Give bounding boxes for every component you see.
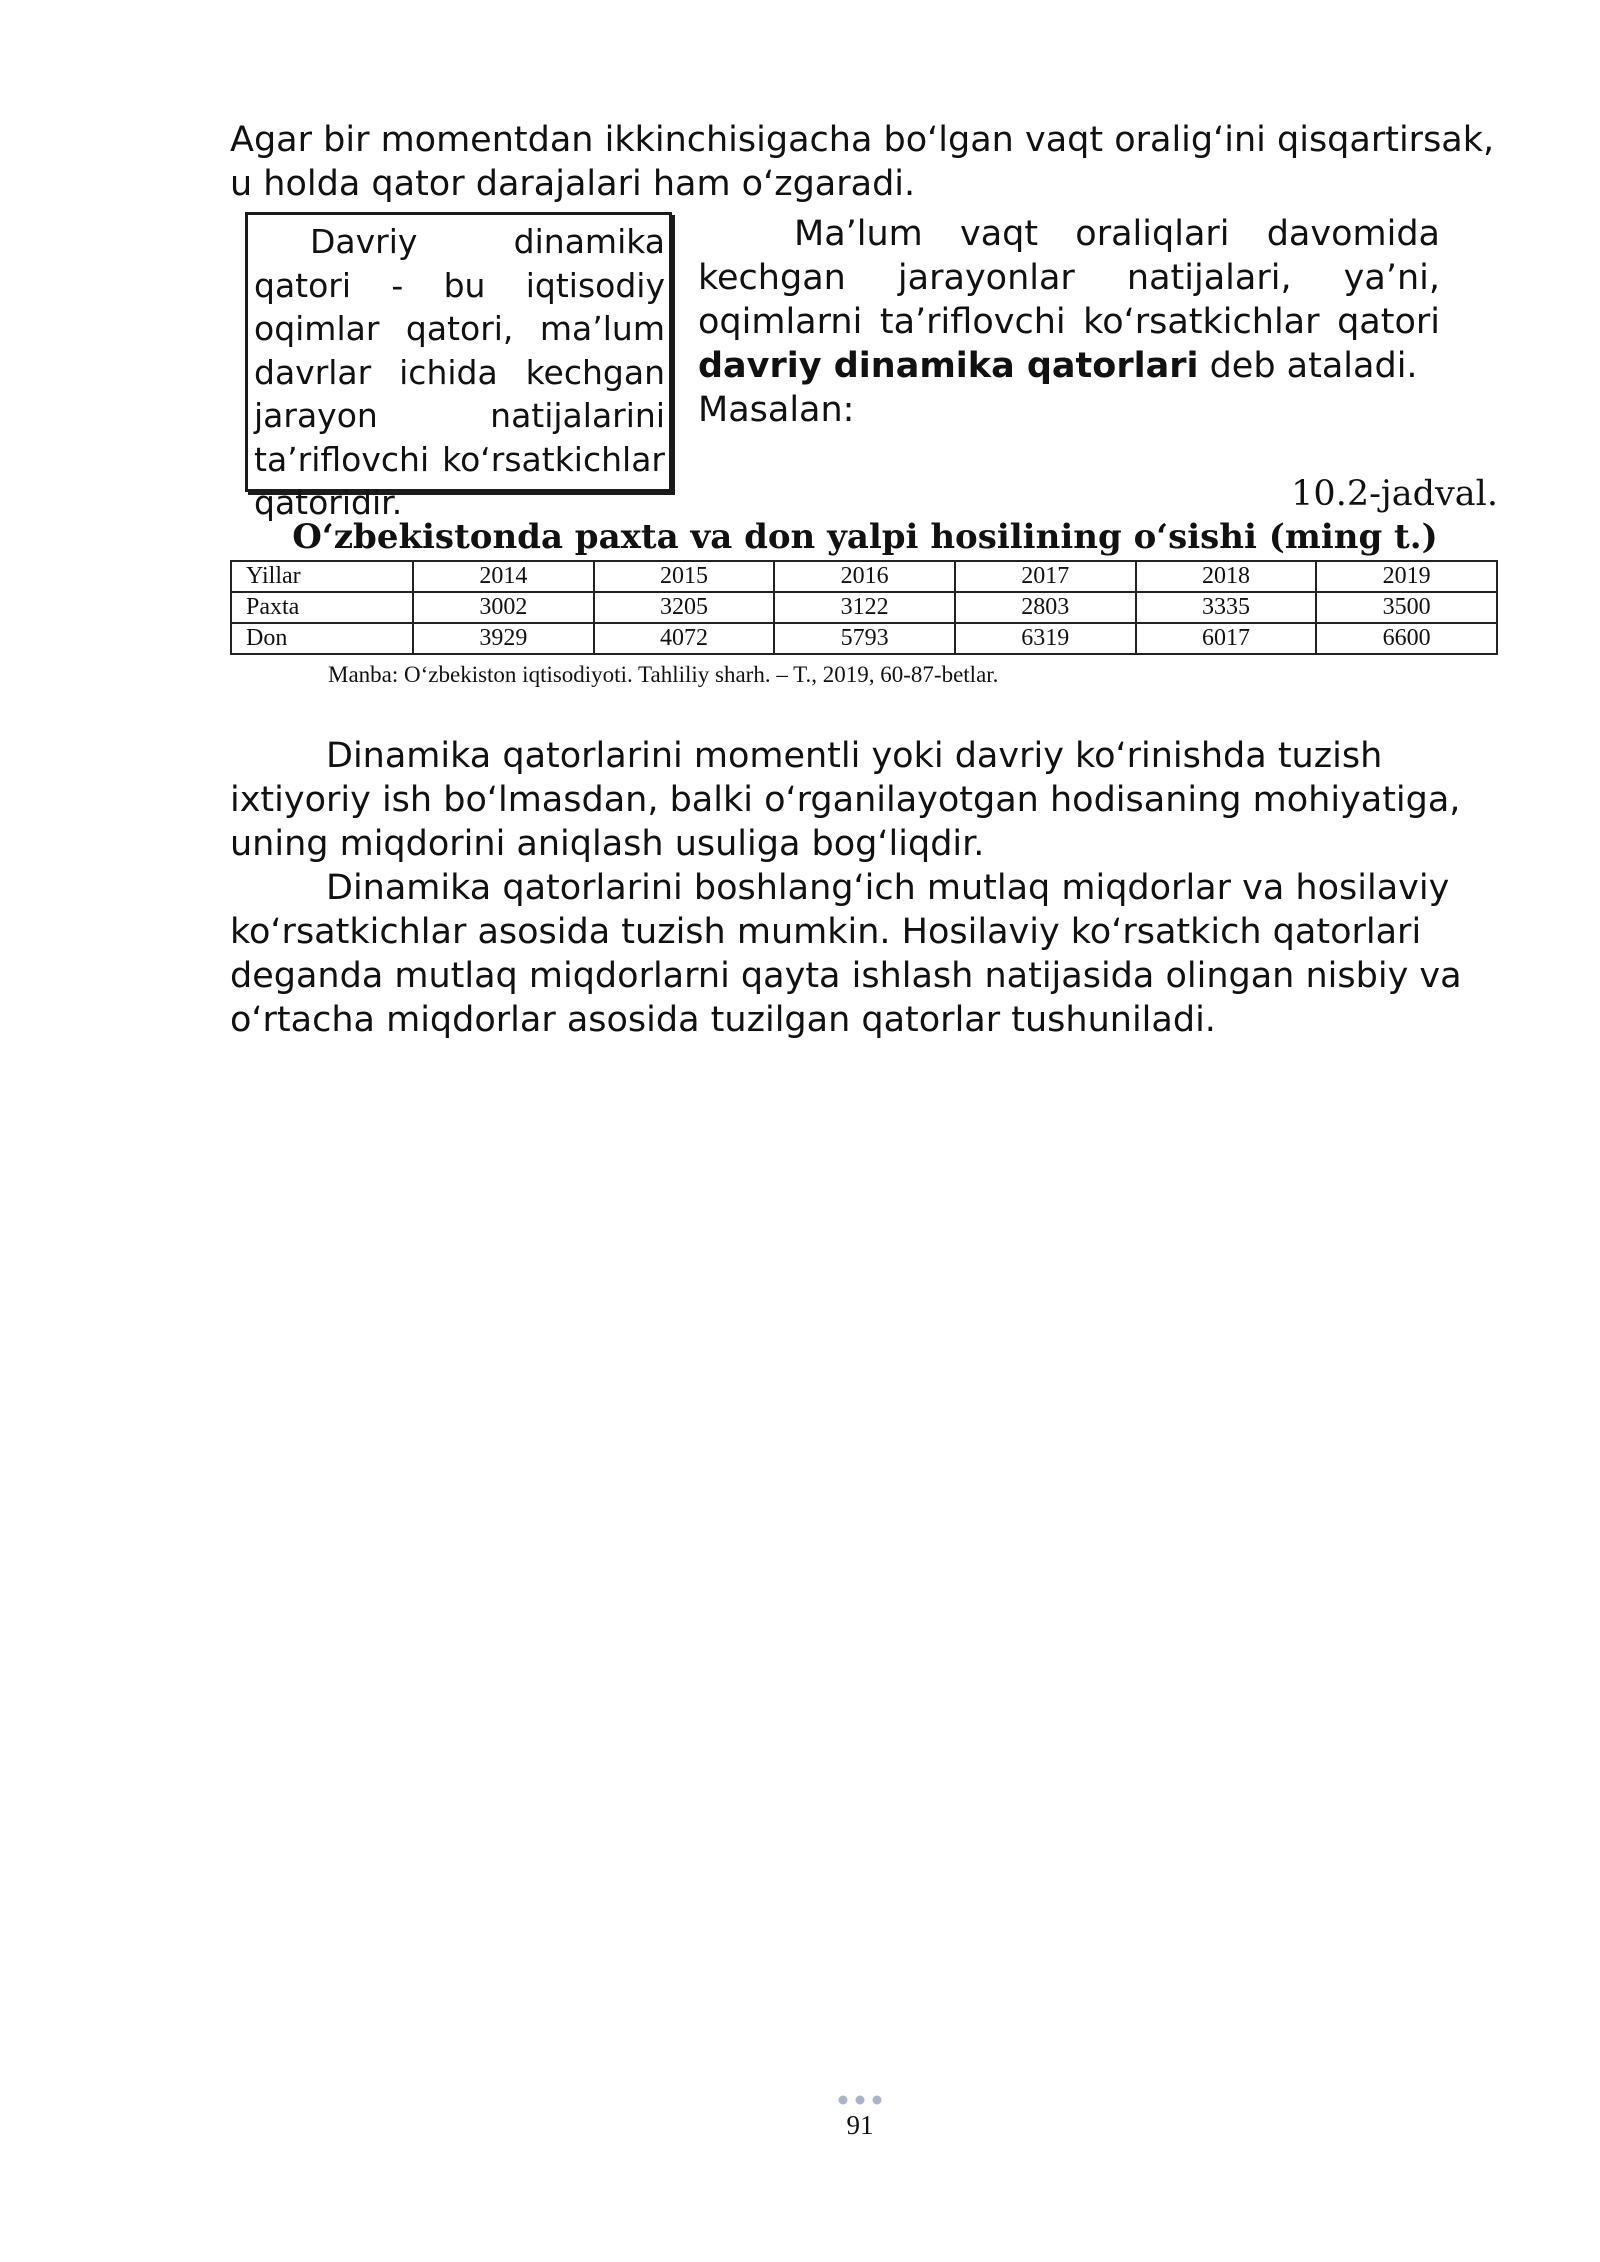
table-header-cell: 2017 xyxy=(955,561,1136,592)
example-label: Masalan: xyxy=(698,390,855,430)
definition-term: davriy dinamika qatorlari xyxy=(698,346,1199,386)
table-header-cell: 2016 xyxy=(774,561,955,592)
table-header-cell: 2018 xyxy=(1136,561,1317,592)
table-cell: 3205 xyxy=(594,592,775,623)
data-table xyxy=(230,560,1498,655)
table-header-cell: 2015 xyxy=(594,561,775,592)
table-cell: 3500 xyxy=(1316,592,1497,623)
definition-paragraph xyxy=(698,212,1440,388)
table-source-note: Manba: O‘zbekiston iqtisodiyoti. Tahliliy sharh. – T., 2019, 60-87-betlar. xyxy=(328,662,999,687)
table-cell: 2803 xyxy=(955,592,1136,623)
table-number-label: 10.2-jadval. xyxy=(1291,474,1498,514)
body-paragraph: Dinamika qatorlarini momentli yoki davriy ko‘rinishda tuzish ixtiyoriy ish bo‘lmasdan, balki o‘rganilayotgan hodisaning mohiyatiga, uning miqdorini aniqlash usuliga bog‘liqdir. xyxy=(230,736,1461,864)
table-cell: 3122 xyxy=(774,592,955,623)
table-row xyxy=(231,592,1497,623)
table-row xyxy=(231,623,1497,654)
definition-paragraph-end: deb ataladi. xyxy=(1198,346,1418,386)
ornament-dot xyxy=(839,2096,848,2105)
table-cell: 6319 xyxy=(955,623,1136,654)
ornament-dot xyxy=(873,2096,882,2105)
page-ornament-dots xyxy=(835,2093,885,2107)
body-paragraph: Dinamika qatorlarini boshlang‘ich mutlaq miqdorlar va hosilaviy ko‘rsatkichlar asosida tuzish mumkin. Hosilaviy ko‘rsatkich qatorlari deganda mutlaq miqdorlarni qayta ishlash natijasida olingan nisbiy va o‘rtacha miqdorlar asosida tuzilgan qatorlar tushuniladi. xyxy=(230,868,1462,1040)
table-cell: 6600 xyxy=(1316,623,1497,654)
table-row-label: Don xyxy=(231,623,413,654)
intro-paragraph: Agar bir momentdan ikkinchisigacha bo‘lgan vaqt oralig‘ini qisqartirsak, u holda qator darajalari ham o‘zgaradi. xyxy=(230,120,1495,204)
table-cell: 3929 xyxy=(413,623,594,654)
table-cell: 5793 xyxy=(774,623,955,654)
table-cell: 4072 xyxy=(594,623,775,654)
ornament-dot xyxy=(856,2096,865,2105)
definition-text: Davriy dinamika qatori - bu iqtisodiy oqimlar qatori, ma’lum davrlar ichida kechgan jarayon natijalarini ta’riflovchi ko‘rsatkichlar qatoridir. xyxy=(254,222,665,522)
table-header-cell: Yillar xyxy=(231,561,413,592)
definition-box xyxy=(245,212,672,522)
table-header-cell: 2014 xyxy=(413,561,594,592)
page-number: 91 xyxy=(846,2110,874,2140)
table-cell: 3335 xyxy=(1136,592,1317,623)
table-header-row xyxy=(231,561,1497,592)
definition-paragraph-start: Ma’lum vaqt oraliqlari davomida kechgan jarayonlar natijalari, ya’ni, oqimlarni ta’riflovchi ko‘rsatkichlar qatori xyxy=(698,214,1440,342)
table-cell: 3002 xyxy=(413,592,594,623)
table-cell: 6017 xyxy=(1136,623,1317,654)
table-title: O‘zbekistonda paxta va don yalpi hosilining o‘sishi (ming t.) xyxy=(292,517,1438,557)
table-row-label: Paxta xyxy=(231,592,413,623)
table-header-cell: 2019 xyxy=(1316,561,1497,592)
